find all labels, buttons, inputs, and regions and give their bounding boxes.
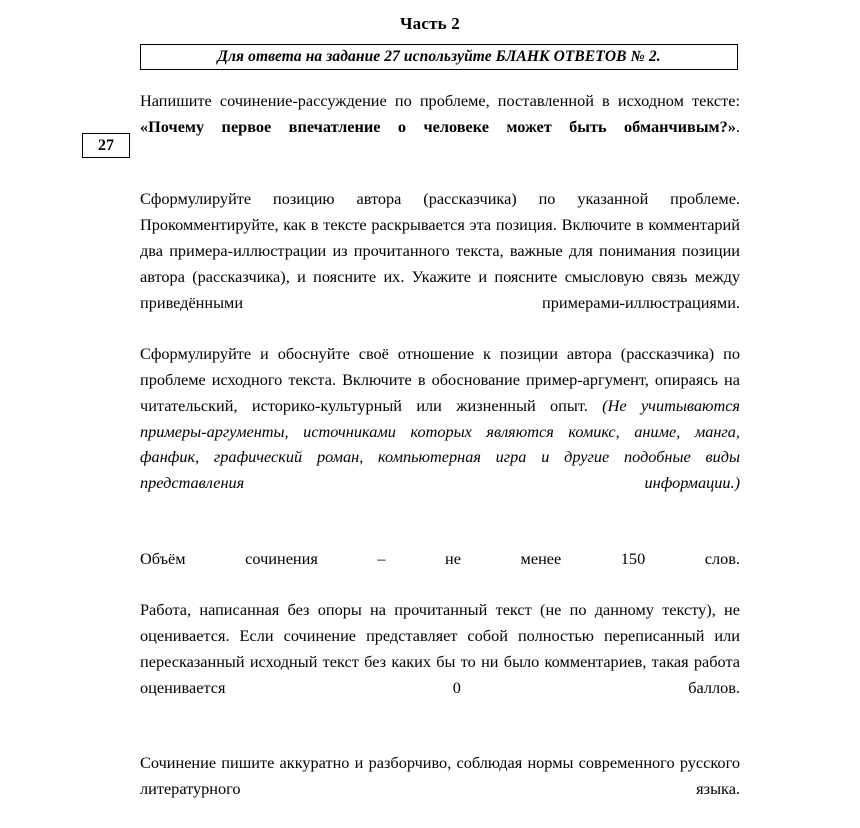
prompt-lead-text: Напишите сочинение-рассуждение по проблеме, поставленной в исходном тексте: <box>140 91 740 110</box>
spacer-after-prompt <box>140 165 740 186</box>
answer-sheet-notice-box <box>140 44 738 70</box>
prompt-tail-text: . <box>735 116 740 136</box>
spacer-before-volume <box>140 522 740 546</box>
instructions-paragraph-1: Сформулируйте позицию автора (рассказчика) по указанной проблеме. Прокомментируйте, как в тексте раскрывается эта позиция. Включите в комментарий два примера-иллюстрации из прочитанного текста, важные для понимания позиции автора (рассказчика), и поясните их. Укажите и поясните смысловую связь между приведёнными примерами-иллюстрациями. <box>140 189 740 312</box>
instructions-paragraph-2 <box>140 341 740 522</box>
task-number-box <box>82 133 130 158</box>
answer-sheet-notice-text: Для ответа на задание 27 используйте БЛАНК ОТВЕТОВ № 2. <box>217 48 661 65</box>
instructions-2-main-text: Сформулируйте и обоснуйте своё отношение к позиции автора (рассказчика) по проблеме исходного текста. Включите в обоснование пример-аргумент, опираясь на читательский, историко-культурный или жизненный опыт. <box>140 344 740 415</box>
prompt-question-text: «Почему первое впечатление о человеке может быть обманчивым?» <box>140 116 736 136</box>
spacer-before-handwriting <box>140 726 740 750</box>
prompt-paragraph <box>140 88 740 165</box>
part-title: Часть 2 <box>399 14 460 33</box>
volume-requirement-paragraph: Объём сочинения – не менее 150 слов. <box>140 548 740 568</box>
handwriting-instruction-paragraph: Сочинение пишите аккуратно и разборчиво, соблюдая нормы современного русского литературного языка. <box>140 753 740 799</box>
grading-rules-paragraph: Работа, написанная без опоры на прочитанный текст (не по данному тексту), не оценивается. Если сочинение представляет собой полностью переписанный или пересказанный исходный текст без каких бы то ни было комментариев, такая работа оценивается 0 баллов. <box>140 600 740 697</box>
task-number-label: 27 <box>98 136 114 154</box>
task-text-column <box>140 88 740 828</box>
instructions-2-note-text: (Не учитываются примеры-аргументы, источниками которых являются комикс, аниме, манга, фанфик, графический роман, компьютерная игра и другие подобные виды представления информации.) <box>140 395 740 493</box>
